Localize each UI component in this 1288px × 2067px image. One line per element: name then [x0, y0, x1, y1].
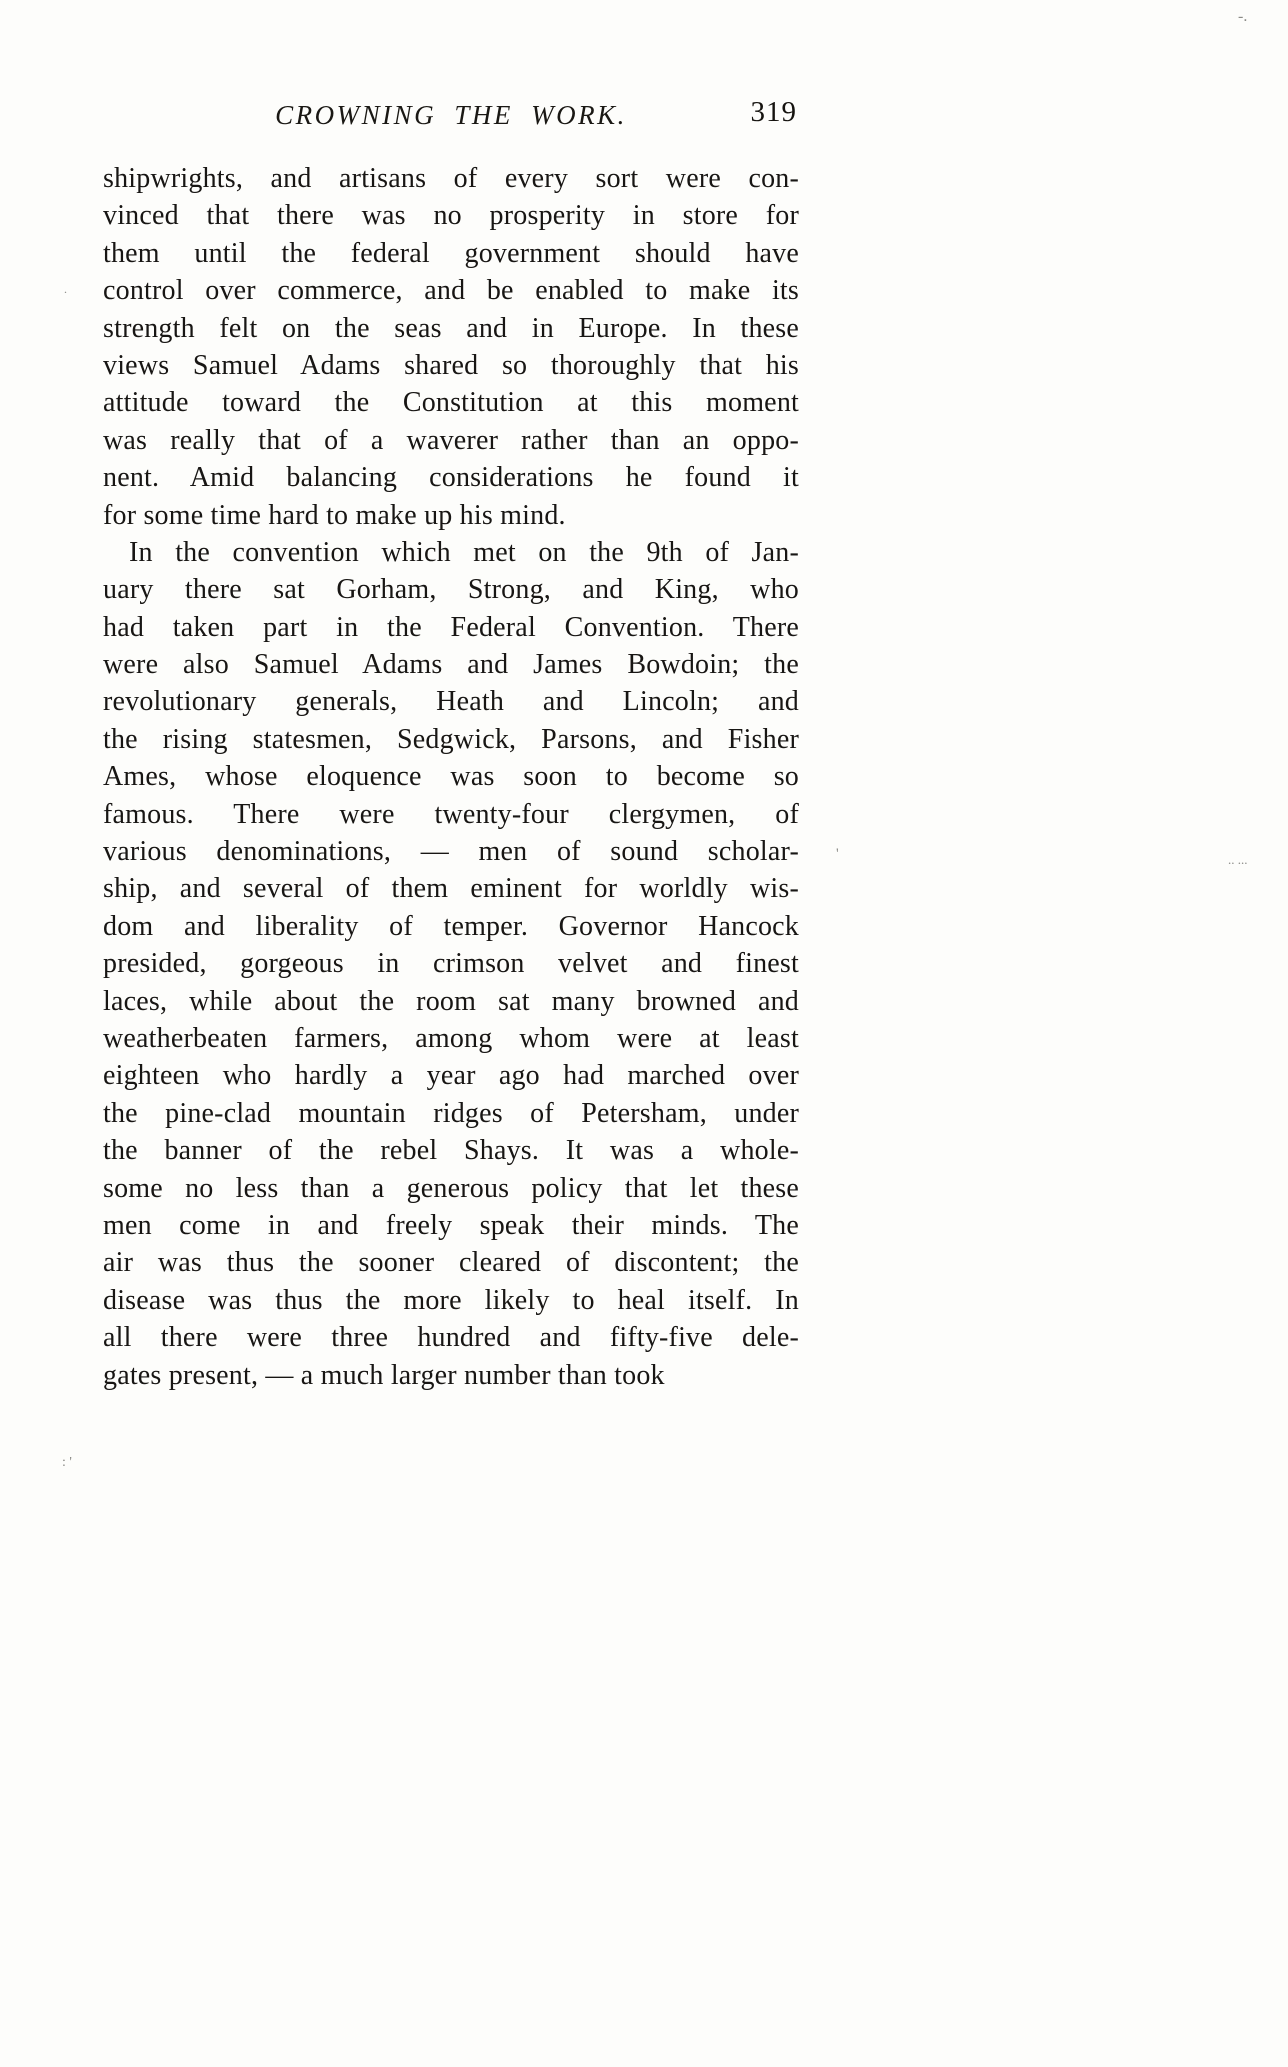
scan-speck: .	[64, 282, 67, 296]
text-line: some no less than a generous policy that let these	[103, 1172, 799, 1204]
text-line: vinced that there was no prosperity in store for	[103, 200, 799, 232]
text-line: weatherbeaten farmers, among whom were at least	[103, 1022, 799, 1054]
text-line: revolutionary generals, Heath and Lincoln; and	[103, 686, 799, 718]
text-line: the pine-clad mountain ridges of Petersham, under	[103, 1097, 799, 1129]
text-line: the rising statesmen, Sedgwick, Parsons, and Fisher	[103, 723, 799, 755]
page-body	[103, 160, 799, 1394]
text-line: various denominations, — men of sound scholar-	[103, 836, 799, 868]
text-line: shipwrights, and artisans of every sort were con-	[103, 163, 799, 194]
text-line: them until the federal government should have	[103, 237, 799, 269]
text-line: presided, gorgeous in crimson velvet and finest	[103, 948, 799, 980]
text-line: control over commerce, and be enabled to make its	[103, 275, 799, 307]
text-line: was really that of a waverer rather than an oppo-	[103, 424, 799, 456]
paragraph	[103, 160, 799, 534]
scan-speck: .. ...	[1228, 852, 1248, 867]
text-line: nent. Amid balancing considerations he found it	[103, 462, 799, 494]
text-line: ship, and several of them eminent for worldly wis-	[103, 873, 799, 905]
text-line: for some time hard to make up his mind.	[103, 499, 566, 531]
running-title: CROWNING THE WORK.	[275, 100, 627, 130]
text-line: eighteen who hardly a year ago had marched over	[103, 1060, 799, 1092]
text-line: had taken part in the Federal Convention. There	[103, 611, 799, 643]
text-line: strength felt on the seas and in Europe. In these	[103, 312, 799, 344]
text-line: In the convention which met on the 9th of Jan-	[129, 536, 799, 568]
text-block	[103, 98, 799, 1394]
scan-speck: '	[836, 846, 839, 862]
text-line: all there were three hundred and fifty-five dele-	[103, 1322, 799, 1354]
text-line: men come in and freely speak their minds. The	[103, 1209, 799, 1241]
text-line: were also Samuel Adams and James Bowdoin; the	[103, 649, 799, 681]
text-line: air was thus the sooner cleared of discontent; the	[103, 1247, 799, 1279]
text-line: views Samuel Adams shared so thoroughly that his	[103, 349, 799, 381]
scan-speck: : '	[62, 1455, 72, 1470]
paragraph	[103, 534, 799, 1394]
text-line: gates present, — a much larger number than took	[103, 1359, 665, 1391]
text-line: uary there sat Gorham, Strong, and King, who	[103, 574, 799, 606]
page-number: 319	[750, 96, 797, 128]
scan-speck: -.	[1238, 8, 1248, 25]
text-line: famous. There were twenty-four clergymen, of	[103, 798, 799, 830]
text-line: Ames, whose eloquence was soon to become so	[103, 761, 799, 793]
text-line: attitude toward the Constitution at this moment	[103, 387, 799, 419]
text-line: laces, while about the room sat many browned and	[103, 985, 799, 1017]
page-header	[103, 98, 799, 140]
text-line: disease was thus the more likely to heal itself. In	[103, 1284, 799, 1316]
text-line: the banner of the rebel Shays. It was a whole-	[103, 1135, 799, 1167]
text-line: dom and liberality of temper. Governor Hancock	[103, 910, 799, 942]
